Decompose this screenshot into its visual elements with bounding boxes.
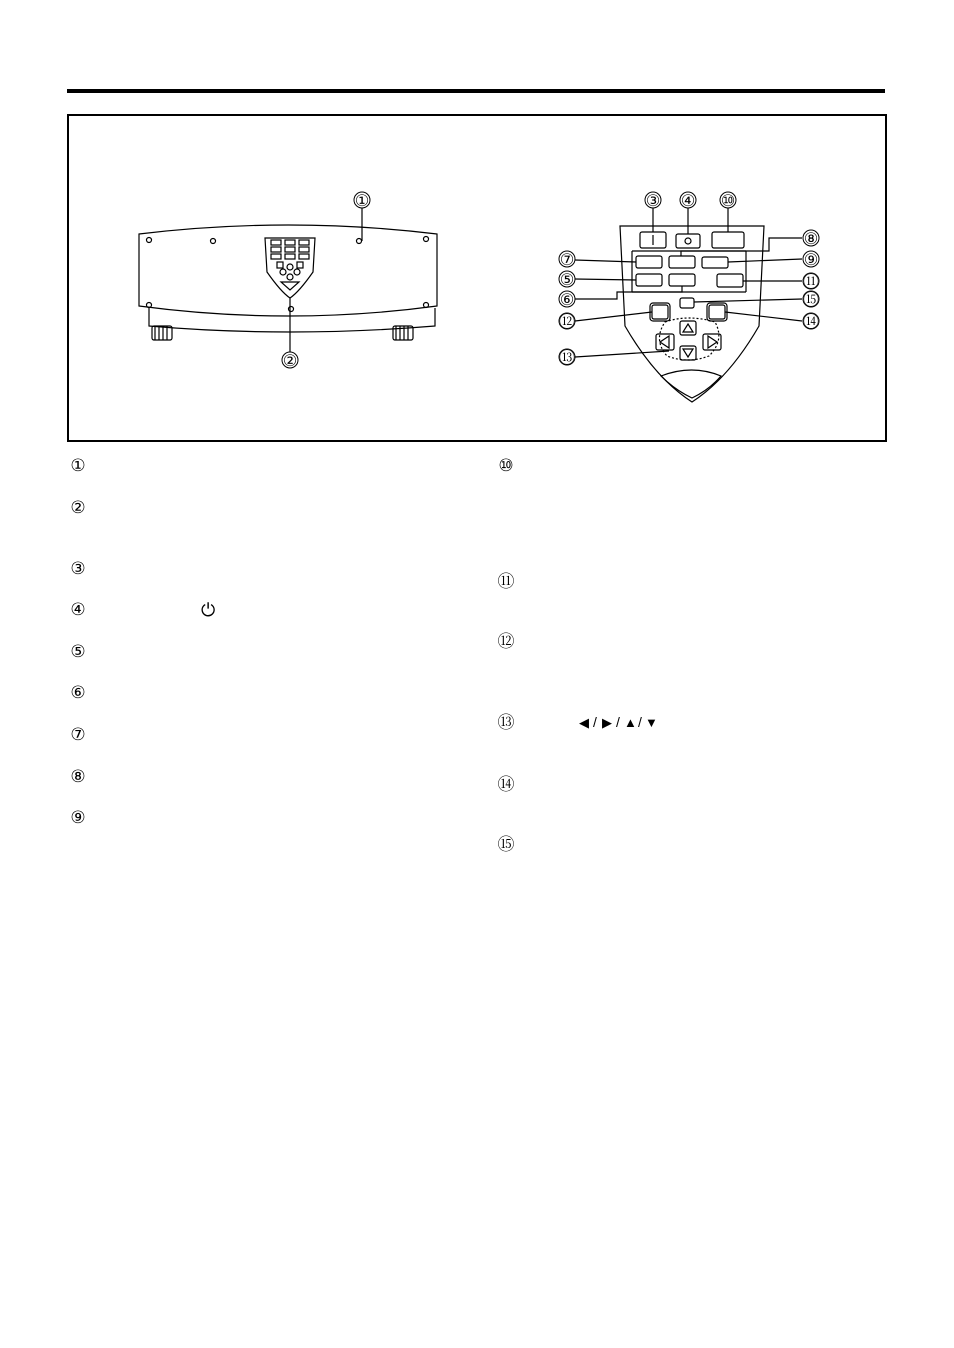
down-arrow-icon: ▼ bbox=[645, 715, 658, 730]
callout-8: ⑧ bbox=[803, 231, 819, 248]
legend-item-8: ⑧ bbox=[70, 767, 86, 786]
legend-item-13: ⑬ bbox=[497, 713, 515, 732]
callout-9: ⑨ bbox=[803, 252, 819, 269]
callout-14: ⑭ bbox=[802, 314, 820, 331]
legend-item-5: ⑤ bbox=[70, 642, 86, 661]
separator-2: / bbox=[616, 714, 620, 730]
legend-item-15: ⑮ bbox=[497, 835, 515, 854]
legend-item-2: ② bbox=[70, 498, 86, 517]
right-arrow-icon: ▶ bbox=[602, 715, 612, 730]
legend-item-10: ⑩ bbox=[498, 456, 514, 475]
separator-1: / bbox=[593, 714, 597, 730]
callout-15: ⑮ bbox=[802, 292, 820, 309]
legend-item-9: ⑨ bbox=[70, 808, 86, 827]
figure-illustration bbox=[69, 116, 885, 440]
legend-item-14: ⑭ bbox=[497, 775, 515, 794]
left-arrow-icon: ◀ bbox=[579, 715, 589, 730]
callout-5: ⑤ bbox=[559, 272, 575, 289]
callout-7: ⑦ bbox=[559, 252, 575, 269]
callout-13: ⑬ bbox=[558, 350, 576, 367]
legend-item-3: ③ bbox=[70, 559, 86, 578]
legend-item-7: ⑦ bbox=[70, 725, 86, 744]
separator-3: / bbox=[638, 714, 642, 730]
callout-10: ⑩ bbox=[720, 193, 736, 210]
control-panel-illustration bbox=[575, 208, 802, 402]
callout-12: ⑫ bbox=[558, 314, 576, 331]
legend-item-1: ① bbox=[70, 456, 86, 475]
figure-box bbox=[67, 114, 887, 442]
callout-11: ⑪ bbox=[802, 274, 820, 291]
up-arrow-icon: ▲ bbox=[624, 715, 637, 730]
callout-2: ② bbox=[282, 353, 298, 370]
callout-3: ③ bbox=[645, 193, 661, 210]
legend-item-11: ⑪ bbox=[497, 572, 515, 591]
top-rule bbox=[67, 89, 885, 93]
legend-item-6: ⑥ bbox=[70, 683, 86, 702]
projector-illustration bbox=[139, 208, 437, 352]
callout-4: ④ bbox=[680, 193, 696, 210]
legend-item-4: ④ bbox=[70, 600, 86, 619]
legend-item-12: ⑫ bbox=[497, 632, 515, 651]
callout-1: ① bbox=[354, 193, 370, 210]
power-icon: ⏻ bbox=[201, 600, 216, 620]
callout-6: ⑥ bbox=[559, 292, 575, 309]
